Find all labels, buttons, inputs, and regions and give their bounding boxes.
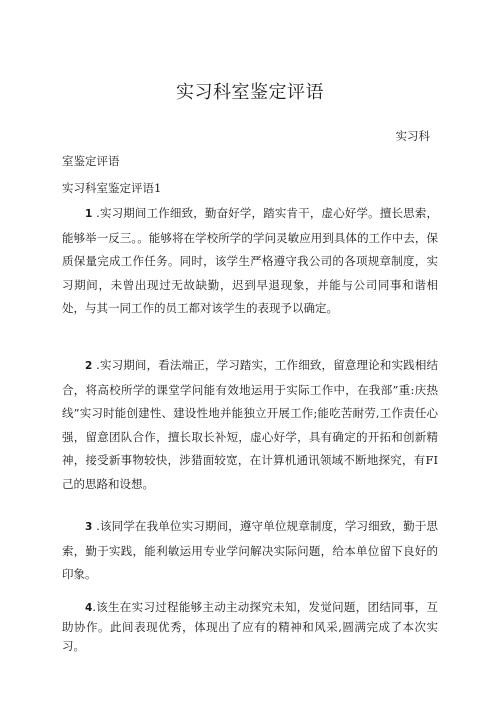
paragraph-4 [62, 598, 438, 656]
paragraph-text: .该生在实习过程能够主动主动探究未知，发觉问题，团结同事，互助协作。此间表现优秀，体现出了应有的精神和风采,圆满完成了本次实习。 [62, 600, 438, 653]
paragraph-text: .实习期间工作细致，勤奋好学，踏实肯干，虚心好学。擅长思索，能够举一反三。。能够将在学校所学的学问灵敏应用到具体的工作中去，保质保量完成工作任务。同时，该学生严格遵守我公司的各项规章制度，实习期间，未曾出现过无故缺勤，迟到早退现象，并能与公司同事和谐相处，与其一同工作的员工都对该学生的表现予以确定。 [62, 206, 438, 315]
paragraph-number: 3 [85, 521, 93, 533]
paragraph-3 [62, 515, 438, 587]
paragraph-number: 2 [85, 360, 93, 372]
document-title: 实习科室鉴定评语 [176, 82, 324, 103]
paragraph-text: .实习期间，看法端正，学习踏实，工作细致，留意理论和实践相结合，将高校所学的课堂学问能有效地运用于实际工作中，在我部”重:庆热线”实习时能创建性、建设性地并能独立开展工作;能吃苦耐劳,工作责任心强，留意团队合作，擅长取长补短，虚心好学，具有确定的开拓和创新精神，接受新事物较快，涉猎面较宽，在计算机通讯领域不断地探究，有FI己的思路和设想。 [62, 358, 438, 491]
header-right-text: 实习科 [395, 129, 430, 143]
paragraph-number: 4 [85, 602, 93, 614]
header-line-1: 室鉴定评语 [62, 154, 120, 168]
paragraph-2 [62, 354, 438, 496]
paragraph-1 [62, 202, 438, 321]
header-line-2: 实习科室鉴定评语1 [62, 181, 162, 195]
paragraph-number: 1 [85, 208, 93, 220]
paragraph-text: .该同学在我单位实习期间，遵守单位规章制度，学习细致，勤于思索，勤于实践，能利敏运用专业学问解决实际问题，给本单位留下良好的印象。 [62, 519, 438, 581]
